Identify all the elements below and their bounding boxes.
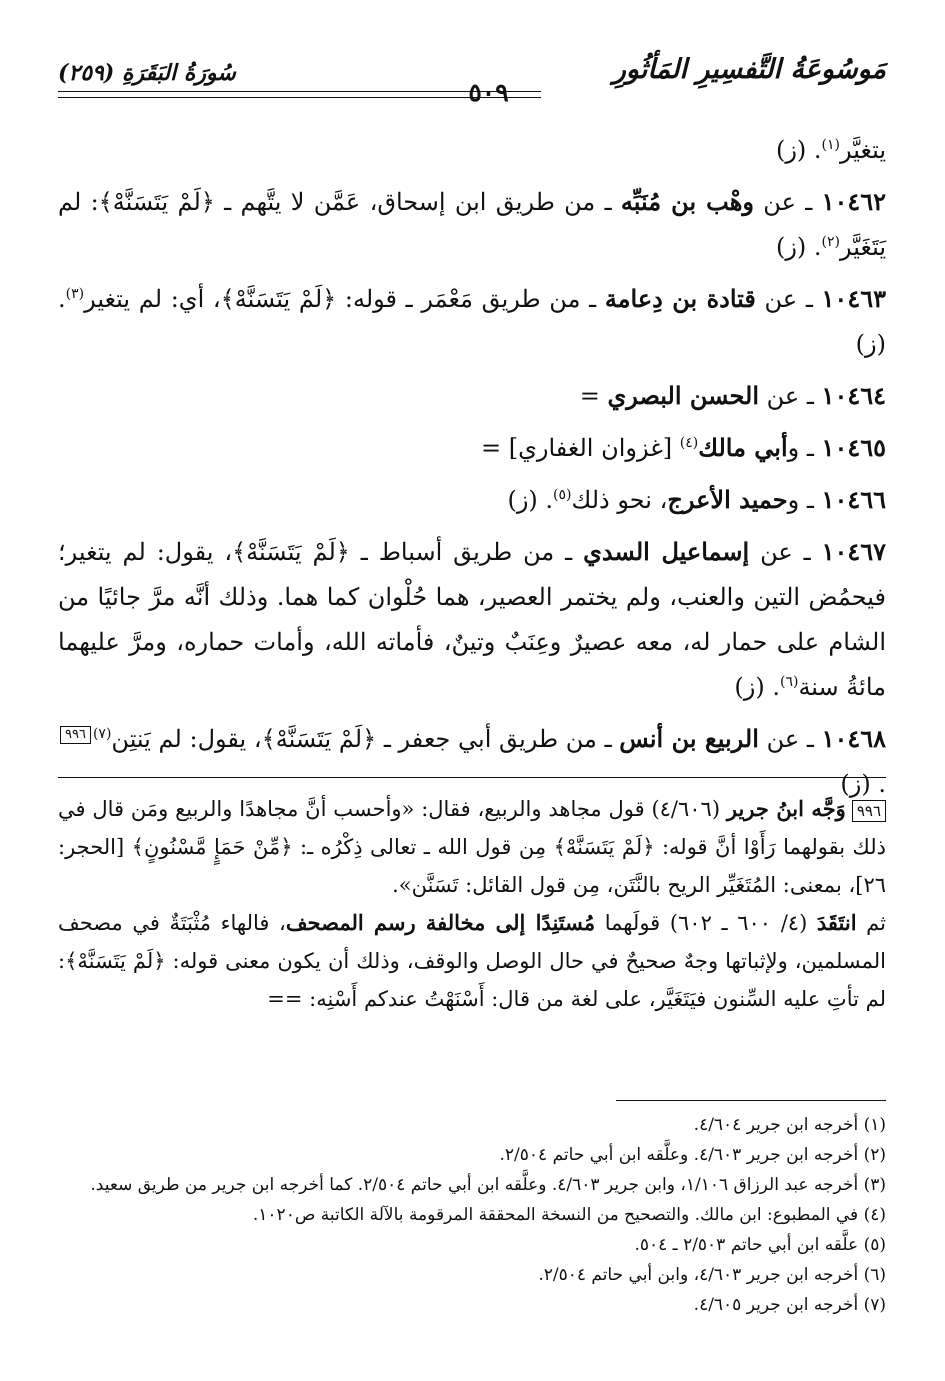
narrator-name: إسماعيل السدي bbox=[583, 537, 750, 566]
narration-10468: ١٠٤٦٨ ـ عن الربيع بن أنس ـ من طريق أبي جعفر ـ ﴿لَمْ يَتَسَنَّهْ﴾، يقول: لم يَنتِن$^{(٧)}$٩٩٦. (ز) bbox=[58, 716, 886, 807]
footnote-marker: (٦) bbox=[779, 674, 799, 690]
commentary-divider bbox=[58, 777, 886, 778]
page-header bbox=[58, 50, 886, 110]
footnote-marker: (٧) bbox=[92, 726, 112, 742]
narration-10462: ١٠٤٦٢ ـ عن وهْب بن مُنَبِّه ـ من طريق ابن إسحاق، عَمَّن لا يتَّهم ـ ﴿لَمْ يَتَسَنَّهْ﴾: لم يَتَغَيَّر$^{(٢)}$. (ز) bbox=[58, 187, 887, 261]
footnote: (٦) أخرجه ابن جرير ٤/٦٠٣، وابن أبي حاتم ٢/٥٠٤. bbox=[538, 1265, 886, 1285]
narrator-name: الربيع بن أنس bbox=[619, 724, 759, 753]
footnote: (٢) أخرجه ابن جرير ٤/٦٠٣. وعلَّقه ابن أبي حاتم ٢/٥٠٤. bbox=[499, 1145, 886, 1165]
page-number: ٥٠٩ bbox=[468, 78, 509, 107]
narration-10464: ١٠٤٦٤ ـ عن الحسن البصري = bbox=[579, 381, 886, 410]
footnotes bbox=[58, 1110, 886, 1320]
narration-10465: ١٠٤٦٥ ـ وأبي مالك$^{(٤)}$ [غزوان الغفاري] = bbox=[480, 433, 886, 462]
narrator-name: قتادة بن دِعامة bbox=[604, 284, 756, 313]
narration-number: ١٠٤٦٢ bbox=[821, 187, 887, 216]
footnote-marker: (٢) bbox=[821, 234, 841, 250]
commentary-section bbox=[58, 790, 886, 1018]
footnote: (٧) أخرجه ابن جرير ٤/٦٠٥. bbox=[693, 1295, 886, 1315]
narration-10467: ١٠٤٦٧ ـ عن إسماعيل السدي ـ من طريق أسباط ـ ﴿لَمْ يَتَسَنَّهْ﴾، يقول: لم يتغير؛ فيحمُض التين والعنب، ولم يختمر العصير، هما حُلْوان كما هما. وذلك أنَّه مرَّ جائيًا من الشام على حمار له، معه عصيرٌ وعِنَبٌ وتينٌ، فأماته الله، وأمات حماره، ومرَّ عليهما مائةُ سنة$^{(٦)}$. (ز) bbox=[58, 537, 887, 701]
footnote-marker: (٤) bbox=[679, 435, 699, 451]
narration-number: ١٠٤٦٥ bbox=[821, 433, 886, 462]
footnote-marker: (١) bbox=[821, 137, 841, 153]
commentary-paragraph-2: ثم انتَقَدَ (٤/ ٦٠٠ ـ ٦٠٢) قولَهما مُستَنِدًا إلى مخالفة رسم المصحف، فالهاء مُثْبَتَةٌ في مصحف المسلمين، ولإثباتها وجهٌ صحيحٌ في حال الوصل والوقف، وذلك أن يكون معنى قوله: ﴿لَمْ يَتَسَنَّهْ﴾: لم تأتِ عليه السِّنون فيَتَغَيَّر، على لغة من قال: أَسْنَهْتُ عندكم أَسْنِه: == bbox=[58, 910, 886, 1011]
footnotes-divider bbox=[616, 1100, 886, 1101]
book-page bbox=[58, 50, 886, 1340]
footnote: (١) أخرجه ابن جرير ٤/٦٠٤. bbox=[693, 1115, 886, 1135]
footnote: (٥) علَّقه ابن أبي حاتم ٢/٥٠٣ ـ ٥٠٤. bbox=[634, 1235, 886, 1255]
main-text bbox=[58, 128, 886, 813]
commentary-paragraph-1: ٩٩٦وَجَّه ابنُ جرير (٤/٦٠٦) قول مجاهد والربيع، فقال: «وأحسب أنَّ مجاهدًا والربيع ومَن قال في ذلك بقولهما رَأَوْا أنَّ قوله: ﴿لَمْ يَتَسَنَّهْ﴾ مِن قول الله ـ تعالى ذِكْرُه ـ: ﴿مِّنْ حَمَإٍ مَّسْنُونٍ﴾ [الحجر: ٢٦]، بمعنى: المُتَغَيِّر الريح بالنَّتَن، مِن قول القائل: تَسَنَّن». bbox=[58, 796, 886, 897]
narrator-name: وهْب بن مُنَبِّه bbox=[620, 187, 754, 216]
narrator-name: حميد الأعرج bbox=[667, 485, 788, 514]
narrator-name: أبي مالك bbox=[698, 433, 788, 462]
header-rule-left bbox=[58, 91, 436, 98]
narration-number: ١٠٤٦٤ bbox=[821, 381, 886, 410]
narration-number: ١٠٤٦٧ bbox=[821, 537, 887, 566]
narration-10466: ١٠٤٦٦ ـ وحميد الأعرج، نحو ذلك$^{(٥)}$. (ز) bbox=[507, 485, 886, 514]
footnote: (٤) في المطبوع: ابن مالك. والتصحيح من النسخة المحققة المرقومة بالآلة الكاتبة ص١٠٢٠. bbox=[252, 1205, 886, 1225]
commentary-number-box: ٩٩٦ bbox=[852, 800, 886, 822]
narration-10463: ١٠٤٦٣ ـ عن قتادة بن دِعامة ـ من طريق مَعْمَر ـ قوله: ﴿لَمْ يَتَسَنَّهْ﴾، أي: لم يتغير$^{(٣)}$. (ز) bbox=[58, 284, 886, 358]
footnote-marker: (٥) bbox=[553, 487, 572, 503]
commentary-reference-box: ٩٩٦ bbox=[60, 726, 91, 744]
footnote-marker: (٣) bbox=[65, 286, 85, 302]
running-surah: سُورَةُ البَقَرَةِ (٢٥٩) bbox=[58, 60, 236, 86]
narration-number: ١٠٤٦٦ bbox=[821, 485, 886, 514]
running-title: مَوسُوعَةُ التَّفسِيرِ المَأثُورِ bbox=[612, 54, 886, 85]
narration-number: ١٠٤٦٣ bbox=[821, 284, 886, 313]
narration-number: ١٠٤٦٨ bbox=[821, 724, 887, 753]
narrator-name: الحسن البصري bbox=[607, 381, 760, 410]
footnote: (٣) أخرجه عبد الرزاق ١/١٠٦، وابن جرير ٤/٦٠٣. وعلَّقه ابن أبي حاتم ٢/٥٠٤. كما أخرجه ابن جرير من طريق سعيد. bbox=[90, 1175, 886, 1195]
continuation-line: يتغيَّر$^{(١)}$. (ز) bbox=[775, 136, 886, 164]
